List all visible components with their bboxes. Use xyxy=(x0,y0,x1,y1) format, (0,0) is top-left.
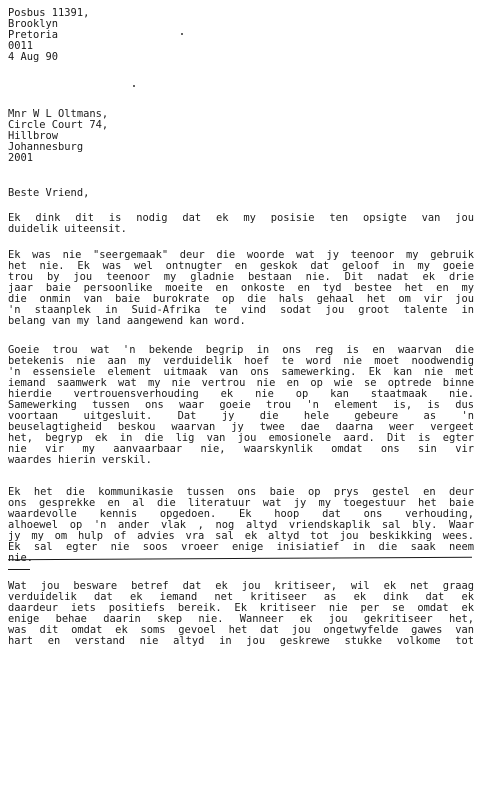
speck xyxy=(181,33,183,35)
recipient-line: Mnr W L Oltmans, xyxy=(8,109,109,120)
sender-address xyxy=(8,8,474,63)
text-line: enige behae daarin skep nie. Wanneer ek jou gekritiseer het, xyxy=(8,614,474,625)
text-line: verduidelik dat ek iemand net kritiseer as ek dink dat ek xyxy=(8,592,474,603)
salutation: Beste Vriend, xyxy=(8,188,90,199)
text-line: 'n essensiele element uitmaak van ons samewerking. Ek kan nie met xyxy=(8,367,474,378)
speck xyxy=(133,85,135,87)
text-line: betekenis nie aan my verduidelik hoef te word nie moet noodwendig xyxy=(8,356,474,367)
recipient-address xyxy=(8,109,474,164)
text-line: was dit omdat ek soms gevoel het dat jou ongetwyfelde gawes van xyxy=(8,625,474,636)
text-line: het nie. Ek was wel ontnugter en geskok dat geloof in my goeie xyxy=(8,261,474,272)
text-line: hierdie vertrouensverhouding ek nie op kan staatmaak nie. xyxy=(8,389,474,400)
text-line: Samewerking tussen ons waar goeie trou 'n element is, is dus xyxy=(8,400,474,411)
text-line: duidelik uiteensit. xyxy=(8,224,127,235)
text-line: Ek sal egter nie soos vroeer enige inisiatief in die saak neem xyxy=(8,542,474,553)
text-line: Goeie trou wat 'n bekende begrip in ons reg is en waarvan die xyxy=(8,345,474,356)
text-line: waardes hierin verskil. xyxy=(8,455,152,466)
text-line: voortaan uitgesluit. Dat jy die hele gebeure as 'n xyxy=(8,411,474,422)
text-line: iemand saamwerk wat my nie vertrou nie en op wie se optrede binne xyxy=(8,378,474,389)
text-line: Ek dink dit is nodig dat ek my posisie ten opsigte van jou xyxy=(8,213,474,224)
text-line: die onmin van baie burokrate op die hals gehaal het om vir jou xyxy=(8,294,474,305)
text-line: hart en verstand nie altyd in jou geskrewe stukke volkome tot xyxy=(8,636,474,647)
sender-line: 0011 xyxy=(8,41,34,52)
recipient-line: Johannesburg xyxy=(8,142,84,153)
text-line: belang van my land aangewend kan word. xyxy=(8,316,246,327)
sender-line: Pretoria xyxy=(8,30,59,41)
sender-line: Posbus 11391, xyxy=(8,8,90,19)
text-line: jy my om hulp of advies vra sal ek altyd tot jou beskikking wees. xyxy=(8,531,474,542)
paragraph-3 xyxy=(8,345,474,466)
paragraph-4 xyxy=(8,487,474,564)
sender-line: Brooklyn xyxy=(8,19,59,30)
text-line: jaar baie persoonlike moeite en onkoste en tyd bestee het en my xyxy=(8,283,474,294)
text-line: Ek het die kommunikasie tussen ons baie op prys gestel en deur xyxy=(8,487,474,498)
text-line: waardevolle kennis opgedoen. Ek hoop dat ons verhouding, xyxy=(8,509,474,520)
text-line: alhoewel op 'n ander vlak , nog altyd vriendskaplik sal bly. Waar xyxy=(8,520,474,531)
text-line: Ek was nie "seergemaak" deur die woorde wat jy teenoor my gebruik xyxy=(8,250,474,261)
text-line: 'n staanplek in Suid-Afrika te vind sodat jou groot talente in xyxy=(8,305,474,316)
recipient-line: 2001 xyxy=(8,153,34,164)
paragraph-5 xyxy=(8,581,474,647)
recipient-line: Hillbrow xyxy=(8,131,59,142)
text-line: nie vir my aanvaarbaar nie, waarskynlik omdat ons sin vir xyxy=(8,444,474,455)
text-line: Wat jou besware betref dat ek jou kritiseer, wil ek net graag xyxy=(8,581,474,592)
text-line: beuselagtigheid beskou waarvan jy twee dae daarna weer vergeet xyxy=(8,422,474,433)
recipient-line: Circle Court 74, xyxy=(8,120,109,131)
paragraph-2 xyxy=(8,250,474,327)
text-line: trou by jou teenoor my gladnie bestaan nie. Dit nadat ek drie xyxy=(8,272,474,283)
handwritten-underline xyxy=(8,569,30,570)
letter-date: 4 Aug 90 xyxy=(8,52,59,63)
paragraph-1 xyxy=(8,213,474,235)
text-line: ons gesprekke en al die literatuur wat jy my toegestuur het baie xyxy=(8,498,474,509)
text-line: het, begryp ek in die lig van jou emosionele aard. Dit is egter xyxy=(8,433,474,444)
text-line: daardeur iets positiefs bereik. Ek kritiseer nie per se omdat ek xyxy=(8,603,474,614)
